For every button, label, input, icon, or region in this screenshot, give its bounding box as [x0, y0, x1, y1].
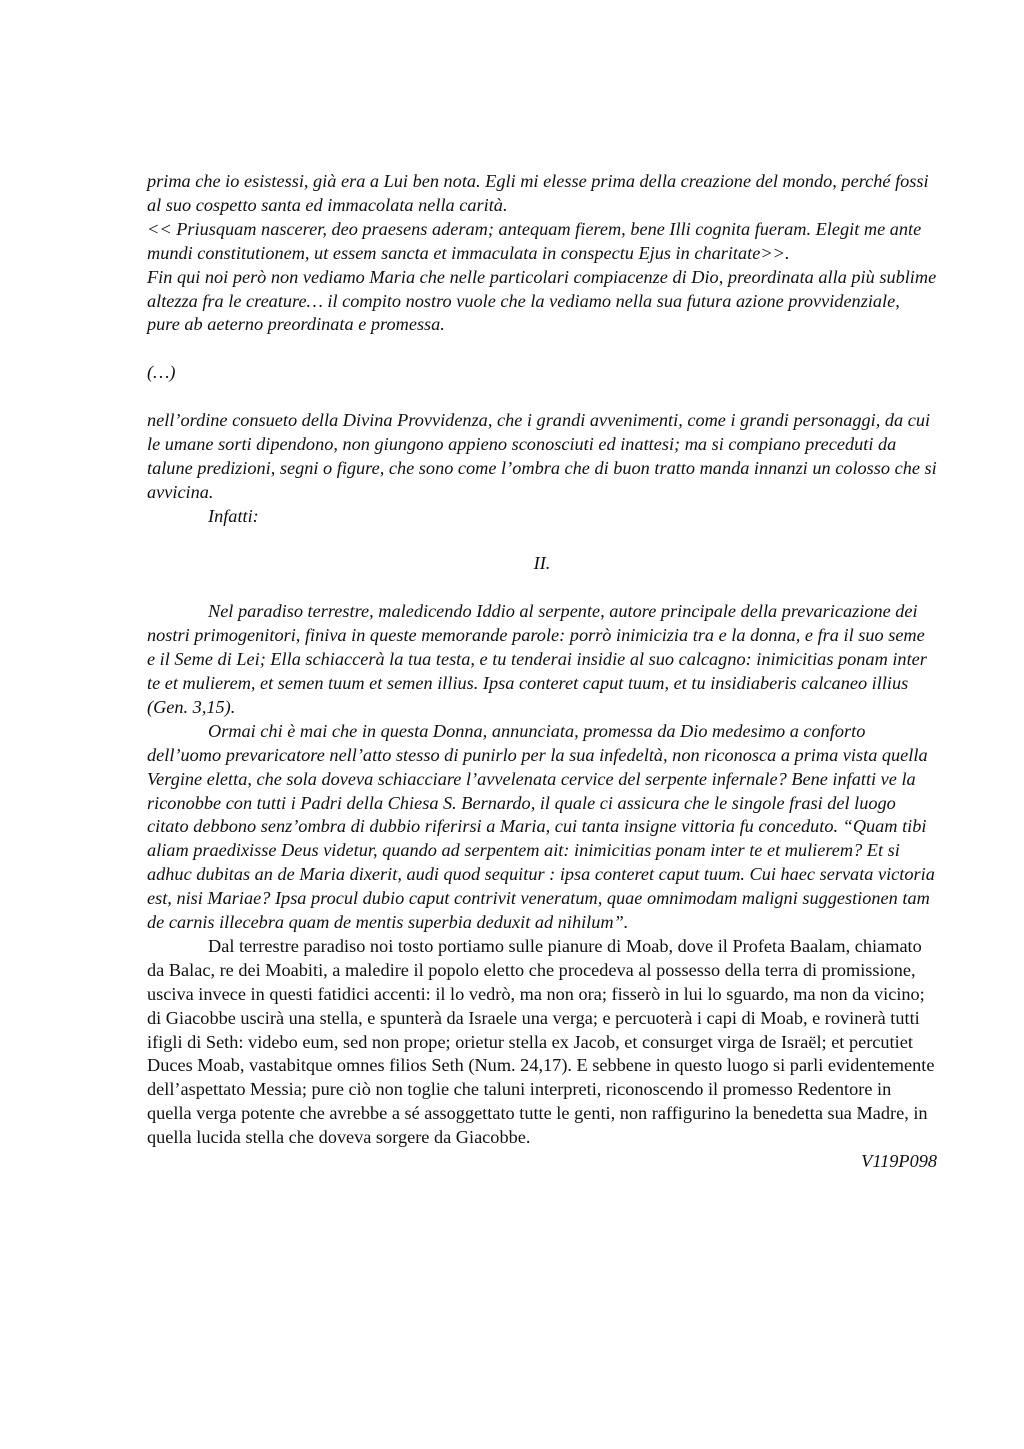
blank-line [147, 576, 937, 600]
blank-line [147, 337, 937, 361]
blank-line [147, 385, 937, 409]
paragraph-genesis: Nel paradiso terrestre, maledicendo Iddio al serpente, autore principale della prevaricazione dei nostri primogenitori, finiva in queste memorande parole: porrò inimicizia tra e la donna, e fra il suo seme e il Seme di Lei; Ella schiaccerà la tua testa, e tu tenderai insidie al suo calcagno: inimicitias ponam inter te et mulierem, et semen tuum et semen illius. Ipsa conteret caput tuum, et tu insidiaberis calcaneo illius (Gen. 3,15). [147, 601, 927, 717]
blank-line [147, 529, 937, 553]
paragraph-creation-mary: prima che io esistessi, già era a Lui ben nota. Egli mi elesse prima della creazione del mondo, perché fossi al suo cospetto santa ed immacolata nella carità. [147, 171, 929, 215]
paragraph-moab: Dal terrestre paradiso noi tosto portiamo sulle pianure di Moab, dove il Profeta Baalam, chiamato da Balac, re dei Moabiti, a maledire il popolo eletto che procedeva al possesso della terra di promissione, usciva invece in questi fatidici accenti: il lo vedrò, ma non ora; fisserò in lui lo sguardo, ma non da vicino; di Giacobbe uscirà una stella, e spunterà da Israele una verga; e percuoterà i capi di Moab, e rovinerà tutti ifigli di Seth: videbo eum, sed non prope; orietur stella ex Jacob, et consurget virga de Israël; et percutiet Duces Moab, vastabitque omnes filios Seth (Num. 24,17). E sebbene in questo luogo si parli evidentemente dell’aspettato Messia; pure ciò non toglie che taluni interpreti, riconoscendo il promesso Redentore in quella verga potente che avrebbe a sé assoggettato tutte le genti, non raffigurino la benedetta sua Madre, in quella lucida stella che doveva sorgere da Giacobbe. [147, 935, 935, 1148]
paragraph-divine-providence: nell’ordine consueto della Divina Provvidenza, che i grandi avvenimenti, come i grandi personaggi, da cui le umane sorti dipendono, non giungono appieno sconosciuti ed inattesi; ma si compiano preceduti da talune predizioni, segni o figure, che sono come l’ombra che di buon tratto manda innanzi un colosso che si avvicina. [147, 410, 937, 502]
page-code: V119P098 [861, 1151, 937, 1172]
paragraph-infatti: Infatti: [208, 505, 259, 526]
ellipsis-marker: (…) [147, 362, 176, 383]
paragraph-providential-action: Fin qui noi però non vediamo Maria che nelle particolari compiacenze di Dio, preordinata alla più sublime altezza fra le creature… il compito nostro vuole che la vediamo nella sua futura azione provvidenziale, pure ab aeterno preordinata e promessa. [147, 266, 937, 335]
section-heading: II. [533, 553, 551, 574]
document-body [147, 170, 937, 1174]
paragraph-latin-quote: << Priusquam nascerer, deo praesens aderam; antequam fierem, bene Illi cognita fueram. Elegit me ante mundi constitutionem, ut essem sancta et immaculata in conspectu Ejus in charitate>>. [147, 218, 922, 263]
paragraph-bernard: Ormai chi è mai che in questa Donna, annunciata, promessa da Dio medesimo a conforto dell’uomo prevaricatore nell’atto stesso di punirlo per la sua infedeltà, non riconosca a prima vista quella Vergine eletta, che sola doveva schiacciare l’avvelenata cervice del serpente infernale? Bene infatti ve la riconobbe con tutti i Padri della Chiesa S. Bernardo, il quale ci assicura che le singole frasi del luogo citato debbono senz’ombra di dubbio riferirsi a Maria, cui tanta insigne vittoria fu conceduto. “Quam tibi aliam praedixisse Deus videtur, quando ad serpentem ait: inimicitias ponam inter te et mulierem? Et si adhuc dubitas an de Maria dixerit, audi quod sequitur : ipsa conteret caput tuum. Cui haec servata victoria est, nisi Mariae? Ipsa procul dubio caput contrivit veneratum, quae omnimodam maligni suggestionen tam de carnis illecebra quam de mentis superbia deduxit ad nihilum”. [147, 720, 935, 933]
